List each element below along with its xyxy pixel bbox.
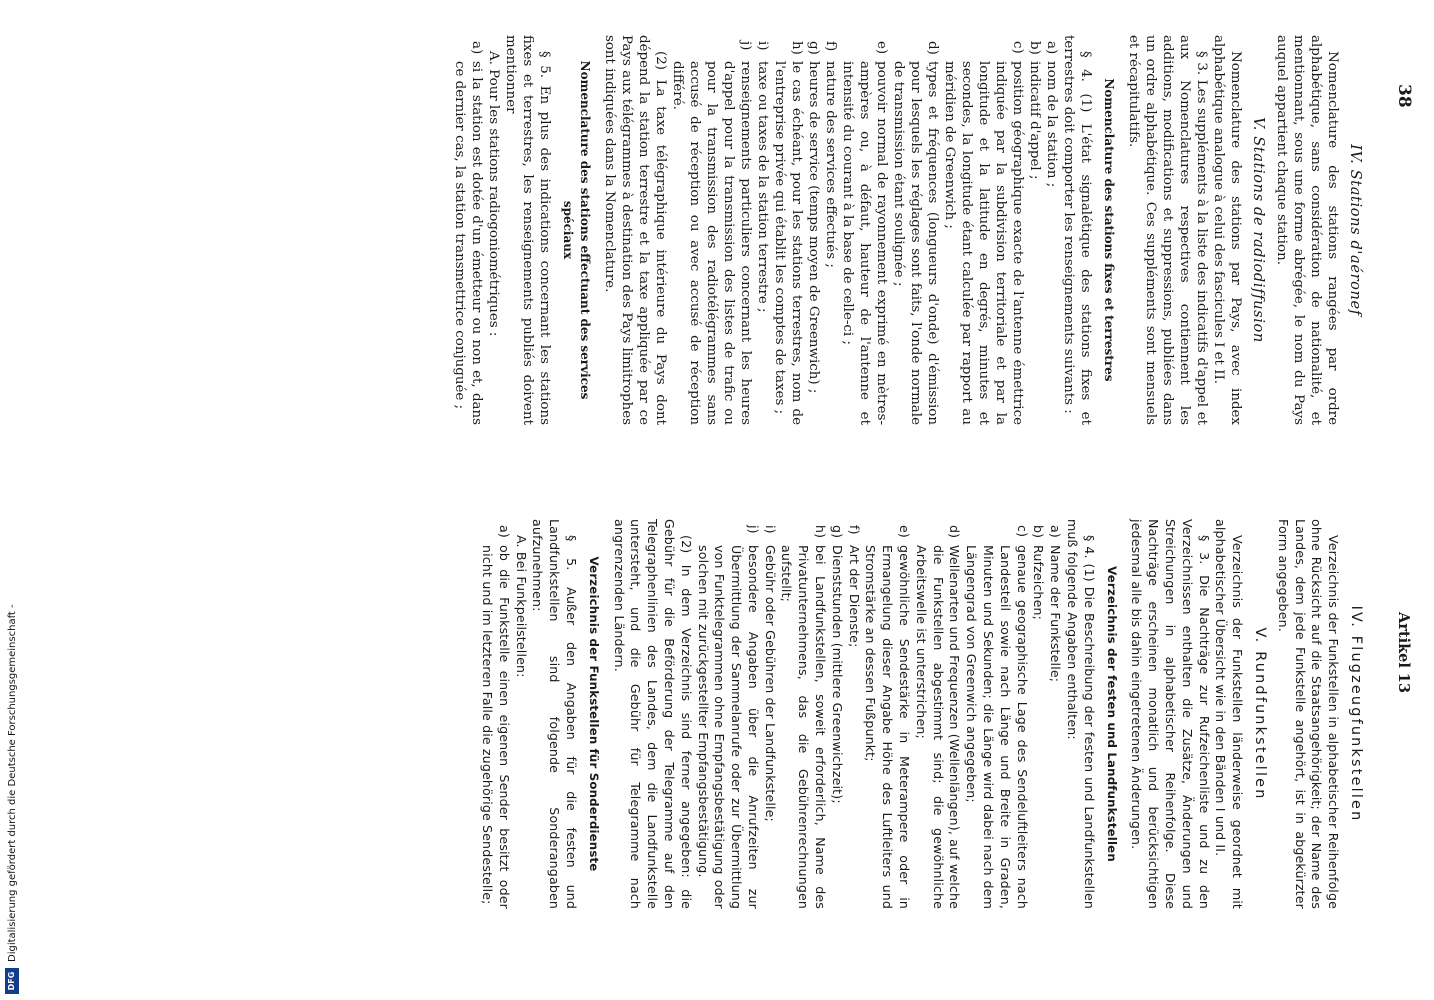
digitization-credit: Digitalisierung gefördert durch die Deutsche Forschungsgemeinschaft - <box>6 604 18 962</box>
list-item: f)nature des services effectués ; <box>823 41 838 268</box>
list-item: g)heures de service (temps moyen de Greenwich) ; <box>806 41 821 394</box>
list-item: j)besondere Angaben über die Anrufzeiten zur Übermittlung der Sammelanrufe oder zur Übermittlung von Funktelegrammen ohne Empfangsbestätigung oder solchen mit zurückgestellter Empfangsbestätigung. <box>695 525 761 909</box>
de-item-list <box>694 519 1064 909</box>
list-item: h)le cas échéant, pour les stations terrestres, nom de l'entreprise privée qui établit les comptes de taxes ; <box>772 41 804 425</box>
de-fixed-heading: Verzeichnis der festen und Landfunkstellen <box>1104 566 1119 862</box>
fr-sec5-text: Nomenclature des stations par Pays, avec index alphabétique analogue à celui des fascicules I et II. <box>1211 35 1243 425</box>
article-heading: Artikel 13 <box>1395 612 1412 694</box>
de-par3: § 3. Die Nachträge zur Rufzeichenliste und zu den Verzeichnissen enthalten die Zusätze, Änderungen und Streichungen in alphabetischer Reihenfolge. Diese Nachträge erscheinen monatlich und berücksichtigen jedesmal alle bis dahin eingetretenen Änderungen. <box>1129 519 1212 909</box>
de-par4-2: (2) In dem Verzeichnis sind ferner angegeben: die Gebühr für die Beförderung der Telegramme auf den Telegraphenlinien des Landes, dem die Landfunkstelle untersteht, und die Gebühr für Telegramme nach angrenzenden Ländern. <box>611 519 694 909</box>
fr-item-list <box>669 35 1060 425</box>
de-sec4-heading: IV. Flugzeugfunkstellen <box>1348 605 1364 823</box>
de-sub-a-list <box>478 519 512 909</box>
fr-sub-a-list <box>451 35 485 425</box>
fr-par4: § 4. (1) L'état signalétique des stations fixes et terrestres doit comporter les renseignements suivants : <box>1061 35 1093 425</box>
list-item: g)Dienststunden (mittlere Greenwichzeit); <box>829 525 845 804</box>
fr-special-heading: Nomenclature des stations effectuant des services spéciaux <box>561 60 592 400</box>
list-item: a)nom de la station ; <box>1044 41 1059 188</box>
fr-par4-2: (2) La taxe télégraphique intérieure du Pays dont dépend la station terrestre et la taxe appliquée par ce Pays aux télégrammes à destination des Pays limitrophes sont indiquées dans la Nomenclature. <box>602 35 668 425</box>
fr-sec4-heading: IV. Stations d'aéronef <box>1347 144 1364 316</box>
list-item: d)types et fréquences (longueurs d'onde) d'émission pour lesquels les réglages sont faits, l'onde normale de transmission étant soulignée ; <box>891 41 940 425</box>
fr-par3: § 3. Les suppléments à la liste des indicatifs d'appel et aux Nomenclatures respectives contiennent les additions, modifications et suppressions, publiées dans un ordre alphabétique. Ces suppléments sont mensuels et récapitulatifs. <box>1126 35 1209 425</box>
list-item: c)position géographique exacte de l'antenne émettrice indiquée par la subdivision territoriale et par la longitude et la latitude en degrés, minutes et secondes, la longitude étant calculée par rapport au méridien de Greenwich ; <box>942 41 1025 425</box>
german-column <box>478 519 1370 909</box>
de-special-heading: Verzeichnis der Funkstellen für Sonderdienste <box>586 556 601 872</box>
list-item: b)Rufzeichen; <box>1031 525 1047 620</box>
list-item: i)Gebühr oder Gebühren der Landfunkstelle; <box>762 525 778 822</box>
list-item: d)Wellenarten und Frequenzen (Wellenlängen), auf welche die Funkstellen abgestimmt sind; die gewöhnliche Arbeitswelle ist unterstrichen; <box>913 525 963 909</box>
list-item: e)gewöhnliche Sendestärke in Meterampere oder in Ermangelung dieser Angabe Höhe des Luftleiters und Stromstärke an dessen Fußpunkt; <box>863 525 913 909</box>
fr-sub-a: A. Pour les stations radiogoniométriques : <box>486 51 501 337</box>
list-item: a)ob die Funkstelle einen eigenen Sender besitzt oder nicht und im letzteren Falle die zugehörige Sendestelle; <box>479 525 512 909</box>
list-item: e)pouvoir normal de rayonnement exprimé en mètres-ampères ou, à défaut, hauteur de l'antenne et intensité du courant à la base de celle-ci ; <box>840 41 889 425</box>
fr-fixed-heading: Nomenclature des stations fixes et terrestres <box>1102 78 1116 382</box>
de-sec5-heading: V. Rundfunkstellen <box>1252 627 1269 801</box>
list-item: h)bei Landfunkstellen, soweit erforderlich, Name des Privatunternehmens, das die Gebührenrechnungen aufstellt; <box>779 525 829 909</box>
list-item: a)si la station est dotée d'un émetteur ou non et, dans ce dernier cas, la station transmettrice conjuguée ; <box>452 41 484 425</box>
de-par4: § 4. (1) Die Beschreibung der festen und Landfunkstellen muß folgende Angaben enthalten: <box>1065 519 1097 909</box>
page-number: 38 <box>1394 84 1414 108</box>
de-sub-a: A. Bei Funkpeilstellen: <box>513 535 529 678</box>
dfg-logo: DFG <box>5 968 19 994</box>
list-item: c)genaue geographische Lage des Sendeluftleiters nach Landesteil sowie nach Länge und Breite in Graden, Minuten und Sekunden; die Länge wird dabei nach dem Längengrad von Greenwich angegeben; <box>964 525 1030 909</box>
list-item: b)indicatif d'appel ; <box>1027 41 1042 180</box>
list-item: a)Name der Funkstelle; <box>1048 525 1064 683</box>
french-column <box>451 35 1370 425</box>
de-sec5-text: Verzeichnis der Funkstellen länderweise geordnet mit alphabetischer Übersicht wie in den Bänden I und II. <box>1213 519 1246 909</box>
de-sec4-text: Verzeichnis der Funkstellen in alphabetischer Reihenfolge ohne Rücksicht auf die Staatsangehörigkeit; der Name des Landes, dem jede Funkstelle angehört, ist in abgekürzter Form angegeben. <box>1275 519 1342 909</box>
list-item: j)renseignements particuliers concernant les heures d'appel pour la transmission des listes de trafic ou pour la transmission des radiotélégrammes sans accusé de réception ou avec accusé de réception différé. <box>670 41 753 425</box>
fr-sec4-text: Nomenclature des stations rangées par ordre alphabétique, sans considération de nationalité, et mentionnant, sous une forme abrégée, le nom du Pays auquel appartient chaque station. <box>1274 35 1340 425</box>
fr-par5: § 5. En plus des indications concernant les stations fixes et terrestres, les renseignements publiés doivent mentionner <box>503 35 552 425</box>
fr-sec5-heading: V. Stations de radiodiffusion <box>1250 117 1267 343</box>
list-item: i)taxe ou taxes de la station terrestre ; <box>755 41 770 313</box>
de-par5: § 5. Außer den Angaben für die festen und Landfunkstellen sind folgende Sonderangaben aufzunehmen: <box>530 519 579 909</box>
list-item: f)Art der Dienste; <box>846 525 862 648</box>
